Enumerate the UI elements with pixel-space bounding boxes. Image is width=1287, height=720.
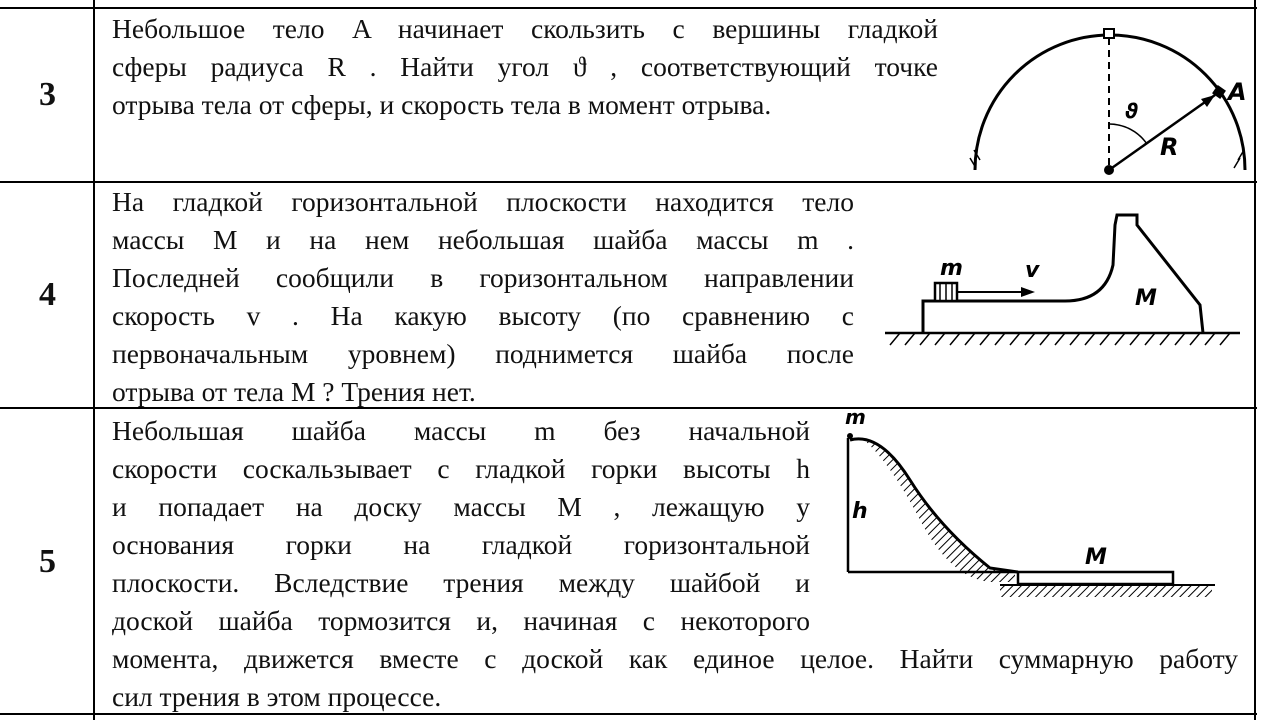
text-line: массы M и на нем небольшая шайба массы m . xyxy=(112,224,854,255)
text-line: Небольшое тело A начинает скользить с вершины гладкой xyxy=(112,13,938,44)
text-line: сферы радиуса R . Найти угол ϑ , соответствующий точке xyxy=(112,51,938,82)
text-line: отрыва тела от сферы, и скорость тела в момент отрыва. xyxy=(112,89,772,120)
text-line: скорость v . На какую высоту (по сравнению с xyxy=(112,300,854,331)
problem-number: 3 xyxy=(39,76,56,113)
incline-figure xyxy=(885,205,1245,355)
text-line: Небольшая шайба массы m без начальной xyxy=(112,415,810,446)
text-line: На гладкой горизонтальной плоскости находится тело xyxy=(112,186,854,217)
problem-number: 4 xyxy=(39,276,56,313)
puck-label: m xyxy=(940,256,963,281)
text-line: первоначальным уровнем) поднимется шайба после xyxy=(112,338,854,369)
angle-label: ϑ xyxy=(1125,99,1139,123)
puck-label: m xyxy=(845,405,866,429)
problem-text xyxy=(112,10,938,124)
problem-number: 5 xyxy=(39,543,56,580)
text-line: момента, движется вместе с доской как единое целое. Найти суммарную работу xyxy=(112,643,1238,674)
body-label: M xyxy=(1135,286,1157,311)
board-label: M xyxy=(1085,545,1107,570)
text-line: отрыва от тела M ? Трения нет. xyxy=(112,376,476,407)
text-line: плоскости. Вследствие трения между шайбой и xyxy=(112,567,810,598)
text-line: Последней сообщили в горизонтальном направлении xyxy=(112,262,854,293)
text-line: основания горки на гладкой горизонтальной xyxy=(112,529,810,560)
text-line: доской шайба тормозится и, начиная с некоторого xyxy=(112,605,810,636)
body-label: A xyxy=(1228,78,1247,106)
hill-figure xyxy=(840,405,1220,610)
height-label: h xyxy=(852,499,868,524)
text-line: и попадает на доску массы M , лежащую у xyxy=(112,491,810,522)
row-divider xyxy=(0,7,1257,9)
text-line: скорости соскальзывает с гладкой горки высоты h xyxy=(112,453,810,484)
sphere-figure xyxy=(960,20,1260,180)
text-line: сил трения в этом процессе. xyxy=(112,681,442,712)
problem-text xyxy=(112,183,854,411)
radius-label: R xyxy=(1160,133,1179,161)
velocity-label: v xyxy=(1025,258,1040,283)
